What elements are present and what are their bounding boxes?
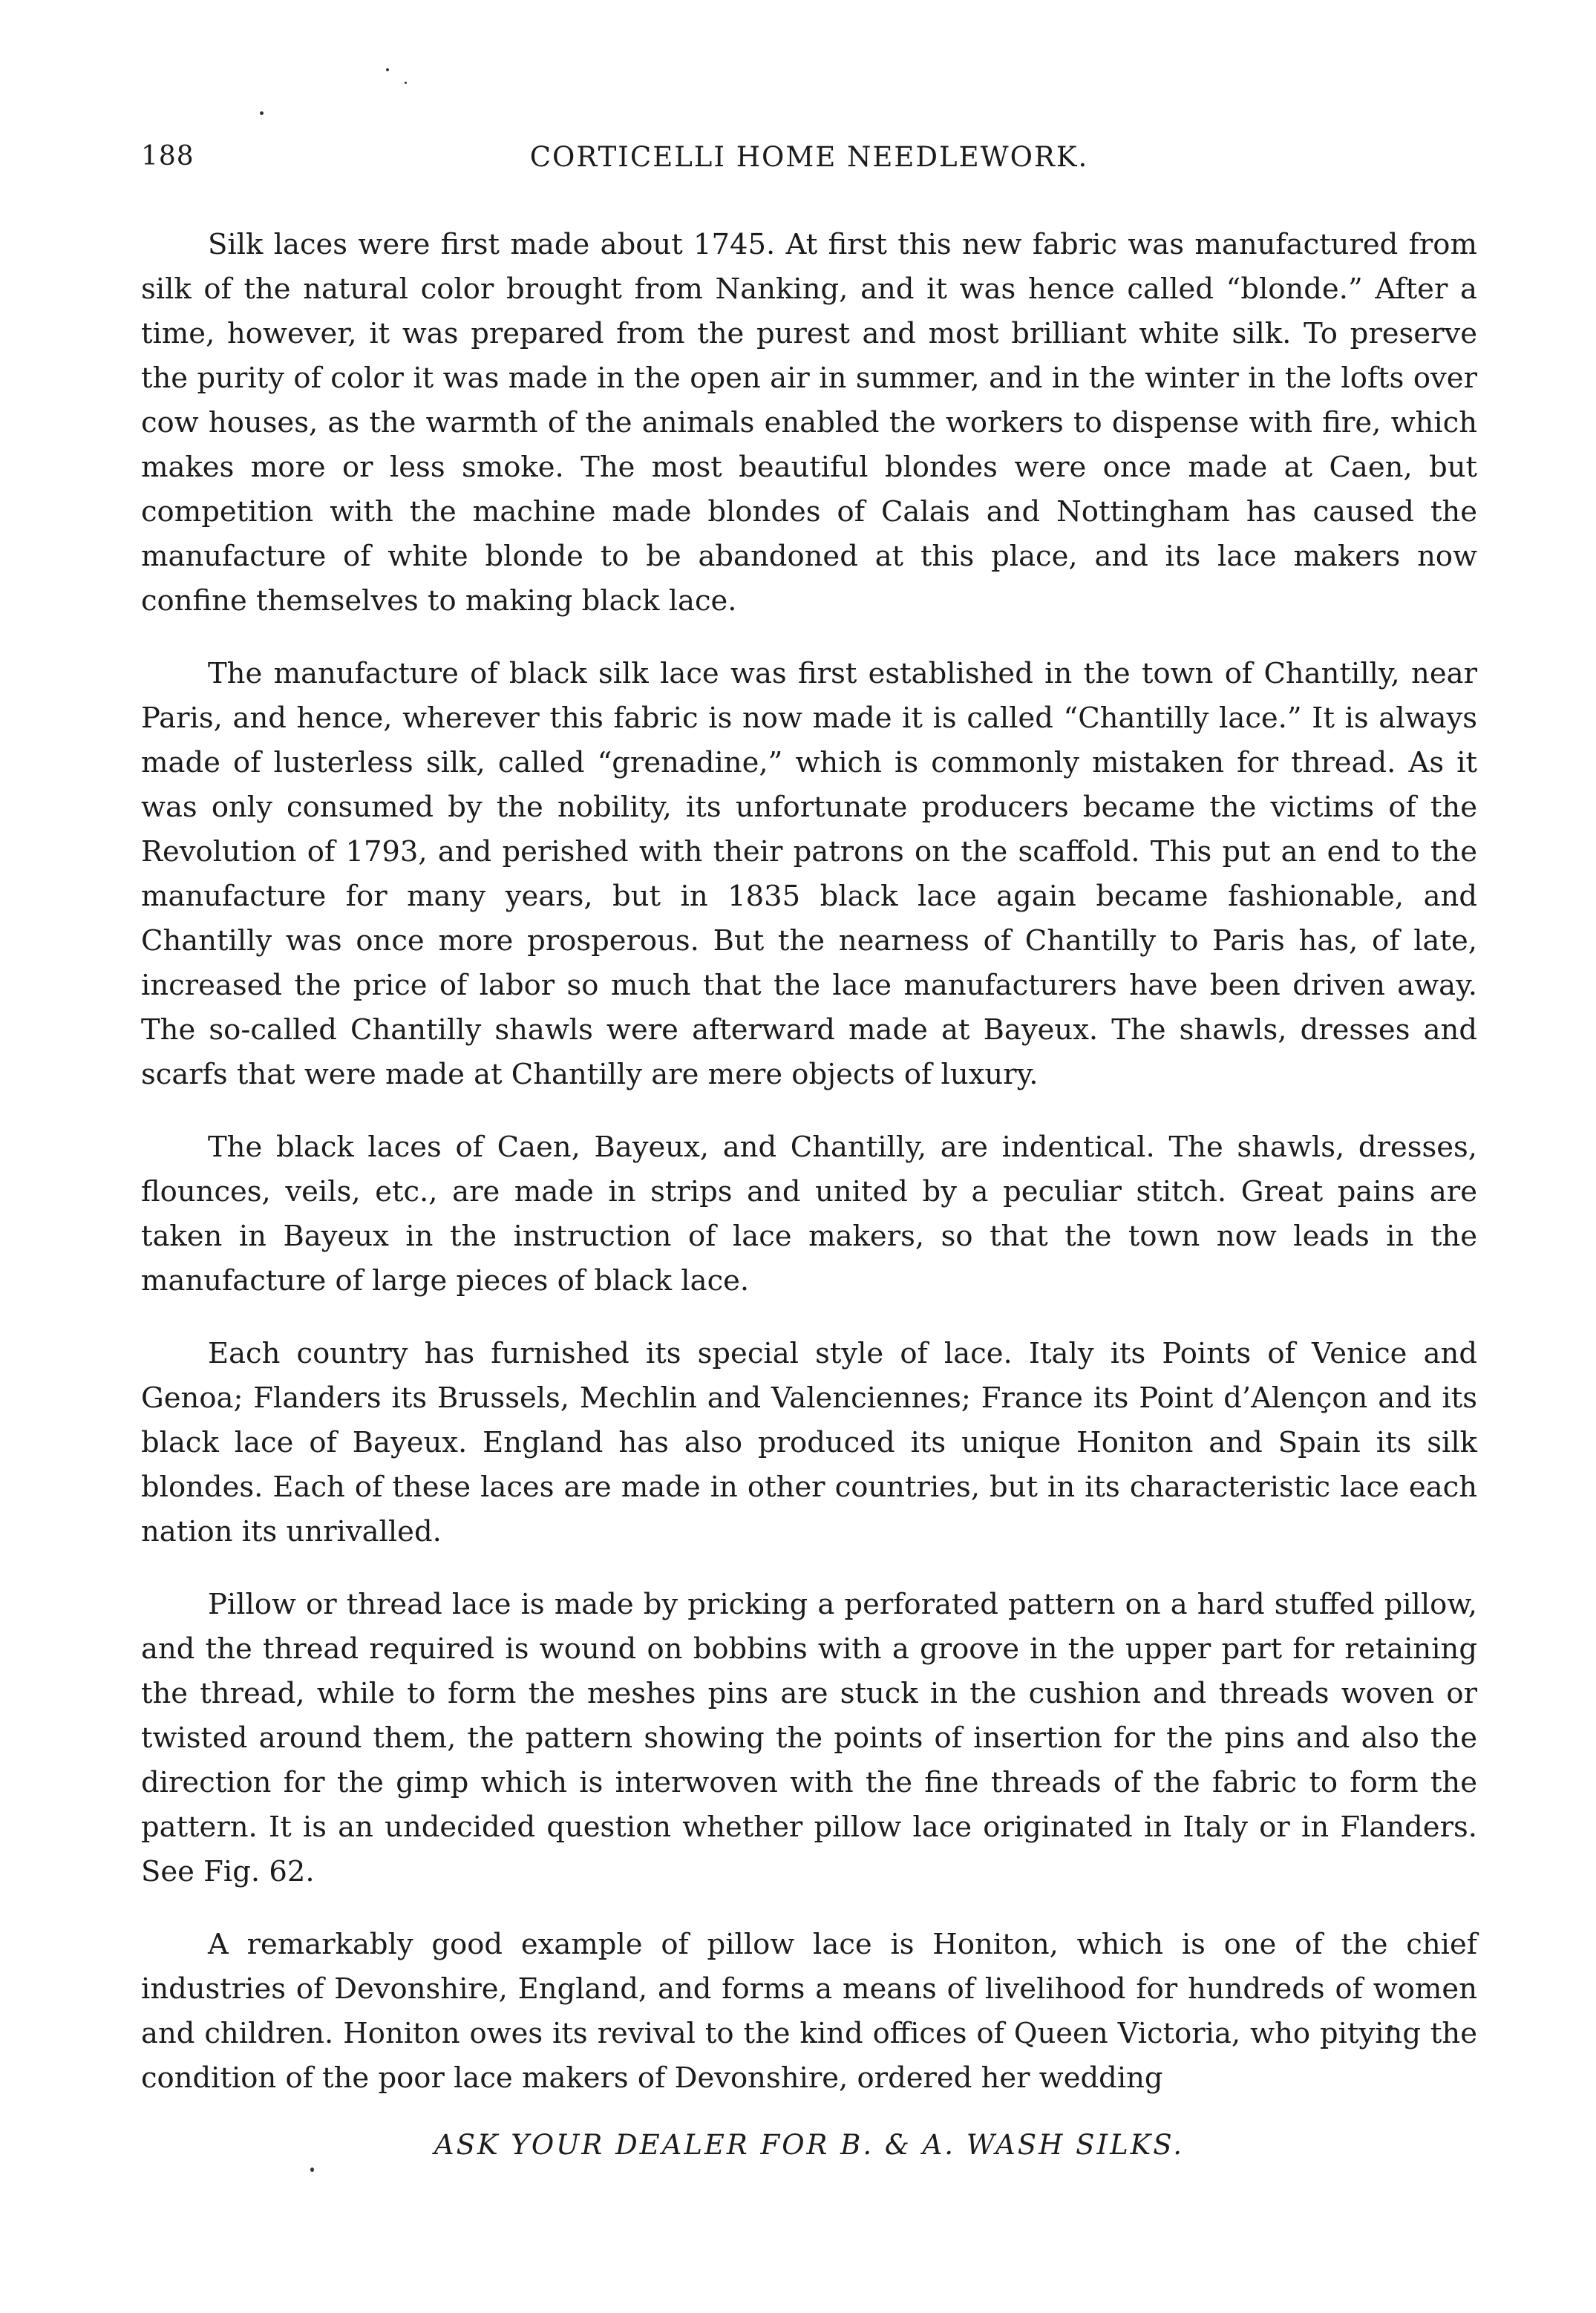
- body-paragraph: The manufacture of black silk lace was first established in the town of Chantilly, near Paris, and hence, wherever this fabric is now made it is called “Chantilly lace.” It is always made of lusterless silk, called “grenadine,” which is commonly mistaken for thread. As it was only consumed by the nobility, its unfortunate producers became the victims of the Revolution of 1793, and perished with their patrons on the scaffold. This put an end to the manufacture for many years, but in 1835 black lace again became fashionable, and Chantilly was once more prosperous. But the nearness of Chantilly to Paris has, of late, increased the price of labor so much that the lace manufacturers have been driven away. The so-called Chantilly shawls were afterward made at Bayeux. The shawls, dresses and scarfs that were made at Chantilly are mere objects of luxury.: [141, 657, 1477, 1091]
- page-number: 188: [141, 141, 194, 171]
- document-page: [141, 141, 1477, 2161]
- footer-advertisement: ASK YOUR DEALER FOR B. & A. WASH SILKS.: [434, 2129, 1185, 2161]
- scan-speck: [260, 111, 264, 115]
- scan-speck: [310, 2168, 314, 2172]
- body-paragraph: Silk laces were first made about 1745. At first this new fabric was manufactured from silk of the natural color brought from Nanking, and it was hence called “blonde.” After a time, however, it was prepared from the purest and most brilliant white silk. To preserve the purity of color it was made in the open air in summer, and in the winter in the lofts over cow houses, as the warmth of the animals enabled the workers to dispense with fire, which makes more or less smoke. The most beautiful blondes were once made at Caen, but competition with the machine made blondes of Calais and Nottingham has caused the manufacture of white blonde to be abandoned at this place, and its lace makers now confine themselves to making black lace.: [141, 228, 1477, 618]
- body-paragraph: Pillow or thread lace is made by pricking a perforated pattern on a hard stuffed pillow, and the thread required is wound on bobbins with a groove in the upper part for retaining the thread, while to form the meshes pins are stuck in the cushion and threads woven or twisted around them, the pattern showing the points of insertion for the pins and also the direction for the gimp which is interwoven with the fine threads of the fabric to form the pattern. It is an undecided question whether pillow lace originated in Italy or in Flanders. See Fig. 62.: [141, 1588, 1477, 1888]
- body-paragraph: A remarkably good example of pillow lace is Honiton, which is one of the chief industries of Devonshire, England, and forms a means of livelihood for hundreds of women and children. Honiton owes its revival to the kind offices of Queen Victoria, who pitying the condition of the poor lace makers of Devonshire, ordered her wedding: [141, 1928, 1477, 2095]
- body-paragraph: The black laces of Caen, Bayeux, and Chantilly, are indentical. The shawls, dresses, flounces, veils, etc., are made in strips and united by a peculiar stitch. Great pains are taken in Bayeux in the instruction of lace makers, so that the town now leads in the manufacture of large pieces of black lace.: [141, 1131, 1477, 1298]
- scan-speck: [386, 68, 389, 71]
- running-title: CORTICELLI HOME NEEDLEWORK.: [529, 141, 1089, 173]
- scan-speck: [405, 82, 407, 84]
- body-paragraph: Each country has furnished its special style of lace. Italy its Points of Venice and Genoa; Flanders its Brussels, Mechlin and Valenciennes; France its Point d’Alençon and its black lace of Bayeux. England has also produced its unique Honiton and Spain its silk blondes. Each of these laces are made in other countries, but in its characteristic lace each nation its unrivalled.: [141, 1337, 1477, 1548]
- page-header: [141, 141, 1477, 200]
